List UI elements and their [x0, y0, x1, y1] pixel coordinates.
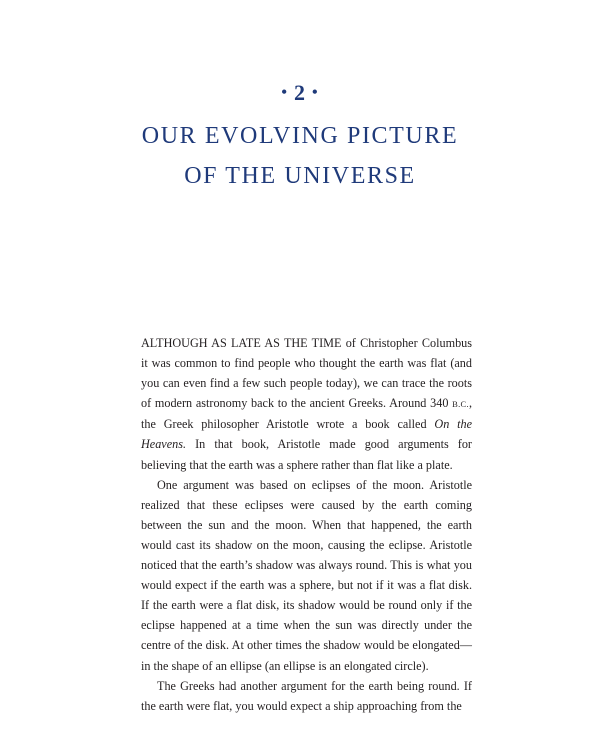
paragraph-1-text-a: of Christopher Columbus it was common to find people who thought the earth was flat (and you can even find a few such people today), we can trace the roots of modern astronomy back to the ancient Greeks. Around 340 — [141, 336, 473, 411]
paragraph-2: One argument was based on eclipses of the moon. Aristotle realized that these eclipses were caused by the earth coming between the sun and the moon. When that happened, the earth would cast its shadow on the moon, causing the eclipse. Aristotle noticed that the earth’s shadow was always round. This is what you would expect if the earth was a sphere, but not if it was a flat disk. If the earth were a flat disk, its shadow would be round only if the eclipse happened at a time when the sun was directly under the centre of the disk. At other times the shadow would be elongated—in the shape of an ellipse (an ellipse is an elongated circle). — [141, 477, 472, 673]
book-title: On the Heavens. — [141, 417, 472, 452]
era-abbreviation: B.C. — [452, 399, 469, 410]
paragraph-1-text-c: In that book, Aristotle made good arguments for believing that the earth was a sphere rather than flat like a plate. — [141, 437, 472, 472]
chapter-title-line-2: OF THE UNIVERSE — [184, 163, 416, 189]
paragraph-1-text-b: , the Greek philosopher Aristotle wrote a book called — [141, 396, 472, 432]
bullet-left: • — [281, 84, 288, 101]
bullet-right: • — [312, 84, 319, 101]
paragraph-lead-in: ALTHOUGH AS LATE AS THE TIME — [141, 336, 342, 350]
body-text — [141, 333, 472, 716]
chapter-title-line-1: OUR EVOLVING PICTURE — [141, 123, 459, 149]
chapter-title — [0, 116, 600, 196]
chapter-number-value: 2 — [294, 80, 306, 105]
chapter-number — [0, 80, 600, 106]
paragraph-3: The Greeks had another argument for the earth being round. If the earth were flat, you would expect a ship approaching from the — [141, 678, 472, 713]
paragraph-1 — [141, 333, 472, 475]
